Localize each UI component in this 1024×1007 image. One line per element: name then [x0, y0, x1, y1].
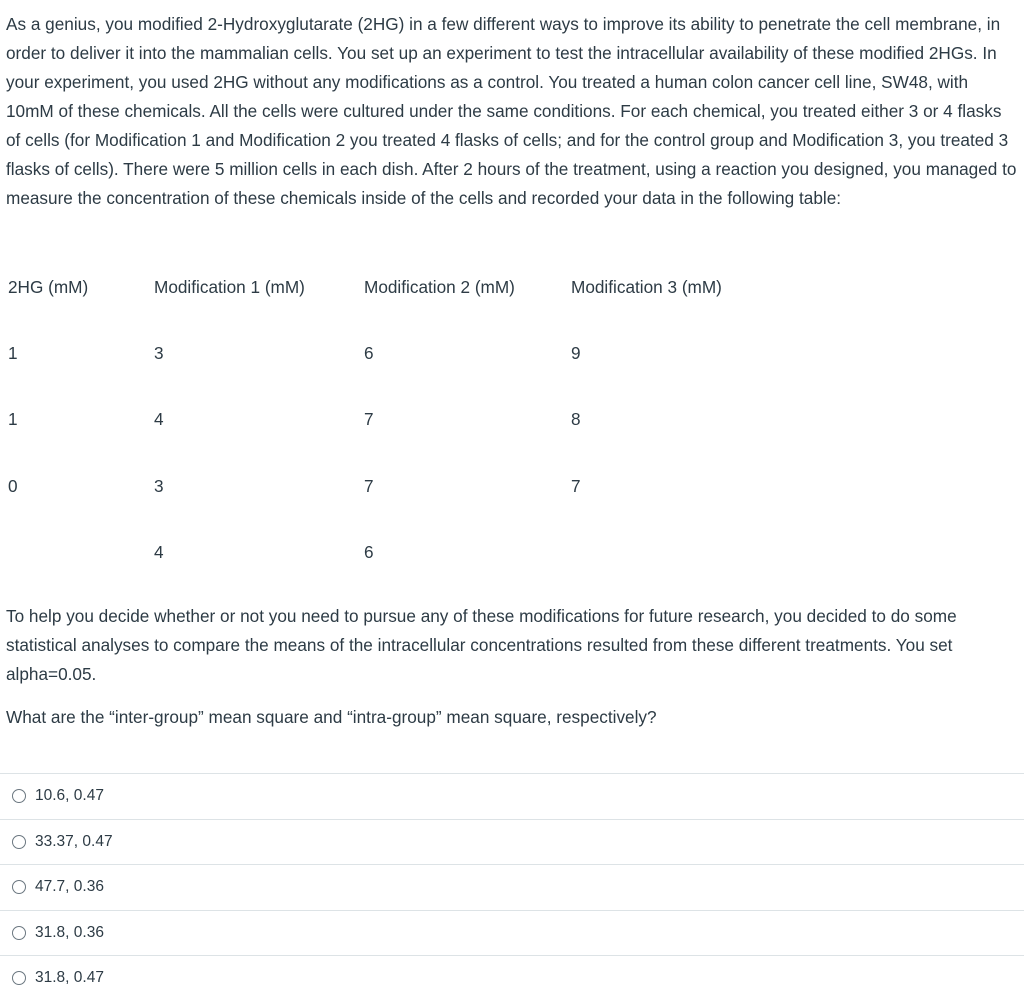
table-cell: 7: [571, 475, 581, 496]
answer-option-1[interactable]: [0, 774, 1024, 820]
radio-button[interactable]: [12, 835, 26, 849]
table-cell: 7: [364, 475, 374, 496]
table-cell: 3: [154, 475, 164, 496]
answer-label: 31.8, 0.47: [35, 969, 104, 987]
table-cell: 0: [8, 475, 18, 496]
answer-label: 33.37, 0.47: [35, 832, 113, 850]
answer-option-2[interactable]: [0, 820, 1024, 866]
table-cell: 7: [364, 409, 374, 430]
answer-label: 31.8, 0.36: [35, 923, 104, 941]
answer-option-4[interactable]: [0, 911, 1024, 957]
column-header-modification-2: Modification 2 (mM): [364, 276, 515, 297]
answer-label: 47.7, 0.36: [35, 878, 104, 896]
answer-list: [0, 773, 1024, 1001]
table-cell: 8: [571, 409, 581, 430]
radio-button[interactable]: [12, 926, 26, 940]
answer-option-5[interactable]: [0, 956, 1024, 1001]
answer-label: 10.6, 0.47: [35, 787, 104, 805]
question-text: What are the “inter-group” mean square and “intra-group” mean square, respectively?: [6, 707, 657, 727]
table-cell: [571, 520, 811, 587]
table-cell: 4: [154, 409, 164, 430]
table-cell: 9: [571, 342, 581, 363]
table-cell: 4: [154, 542, 164, 563]
table-header-row: [0, 254, 811, 320]
column-header-modification-1: Modification 1 (mM): [154, 276, 305, 297]
analysis-paragraph: To help you decide whether or not you need to pursue any of these modifications for future research, you decided to do some statistical analyses to compare the means of the intracellular concentrations resulted from these different treatments. You set alpha=0.05.: [6, 606, 957, 684]
table-row: [0, 453, 811, 520]
table-row: [0, 520, 811, 587]
data-table: [0, 254, 811, 586]
column-header-2hg: 2HG (mM): [8, 276, 89, 297]
problem-intro: As a genius, you modified 2-Hydroxyglutarate (2HG) in a few different ways to improve its ability to penetrate the cell membrane, in order to deliver it into the mammalian cells. You set up an experiment to test the intracellular availability of these modified 2HGs. In your experiment, you used 2HG without any modifications as a control. You treated a human colon cancer cell line, SW48, with 10mM of these chemicals. All the cells were cultured under the same conditions. For each chemical, you treated either 3 or 4 flasks of cells (for Modification 1 and Modification 2 you treated 4 flasks of cells; and for the control group and Modification 3, you treated 3 flasks of cells). There were 5 million cells in each dish. After 2 hours of the treatment, using a reaction you designed, you managed to measure the concentration of these chemicals inside of the cells and recorded your data in the following table:: [6, 14, 1017, 208]
radio-button[interactable]: [12, 971, 26, 985]
table-cell: 1: [8, 342, 18, 363]
table-cell: 3: [154, 342, 164, 363]
radio-button[interactable]: [12, 880, 26, 894]
table-cell: 6: [364, 542, 374, 563]
table-cell: [0, 520, 154, 587]
column-header-modification-3: Modification 3 (mM): [571, 276, 722, 297]
table-row: [0, 387, 811, 454]
answer-option-3[interactable]: [0, 865, 1024, 911]
table-row: [0, 320, 811, 387]
radio-button[interactable]: [12, 789, 26, 803]
table-cell: 1: [8, 409, 18, 430]
table-cell: 6: [364, 342, 374, 363]
